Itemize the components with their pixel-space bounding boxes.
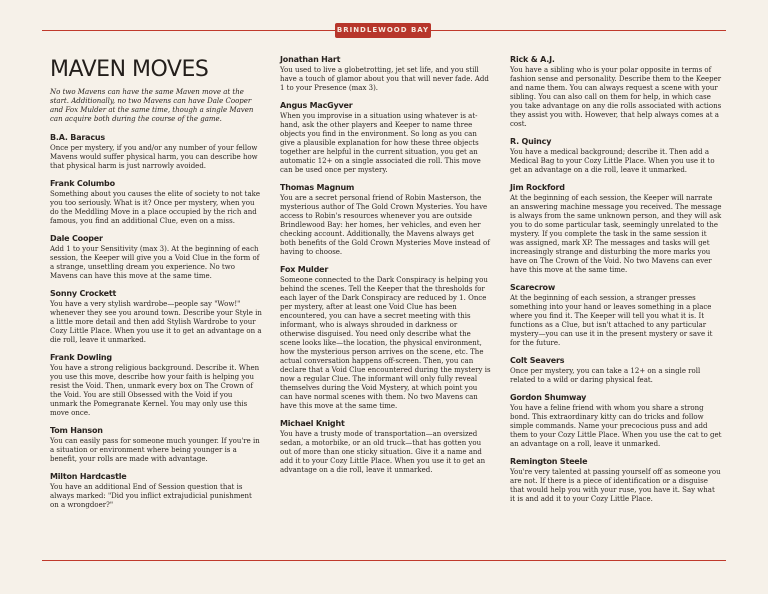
move-description: You have a very stylish wardrobe—people say "Wow!" whenever they see you around town. Describe your Style in a little more detail and then add Stylish Wardrobe to your Cozy Little Place. When you use it to get an advantage on a die roll, leave it unmarked. — [50, 300, 262, 344]
bottom-rule — [42, 560, 726, 561]
move-name: Colt Seavers — [510, 356, 565, 365]
maven-move — [50, 425, 262, 464]
move-description: Once per mystery, you can take a 12+ on a single roll related to a wild or daring physical feat. — [510, 367, 701, 384]
move-list — [510, 54, 722, 504]
move-list — [50, 132, 262, 510]
move-name: Jonathan Hart — [280, 55, 341, 64]
column-3 — [510, 54, 722, 511]
maven-move — [510, 282, 722, 348]
maven-move — [280, 182, 492, 257]
maven-move — [280, 418, 492, 475]
move-name: Tom Hanson — [50, 426, 103, 435]
move-name: Fox Mulder — [280, 265, 329, 274]
maven-move — [50, 233, 262, 281]
move-name: Frank Columbo — [50, 179, 115, 188]
maven-move — [510, 182, 722, 275]
maven-move — [50, 352, 262, 418]
move-name: Rick & A.J. — [510, 55, 555, 64]
move-name: B.A. Baracus — [50, 133, 105, 142]
column-2 — [280, 54, 492, 482]
maven-move — [50, 471, 262, 510]
move-description: You have a medical background; describe it. Then add a Medical Bag to your Cozy Little Place. When you use it to get an advantage on a die roll, leave it unmarked. — [510, 148, 715, 174]
move-description: You have a feline friend with whom you share a strong bond. This extraordinary kitty can do tricks and follow simple commands. Name your precocious puss and add them to your Cozy Little Place. When you use the cat to get an advantage on a roll, leave it unmarked. — [510, 404, 722, 448]
move-name: Milton Hardcastle — [50, 472, 127, 481]
move-list — [280, 54, 492, 475]
move-name: R. Quincy — [510, 137, 552, 146]
move-name: Remington Steele — [510, 457, 588, 466]
move-description: You are a secret personal friend of Robin Masterson, the mysterious author of The Gold Crown Mysteries. You have access to Robin's resources whenever you are outside Brindlewood Bay: her homes, her vehicles, and even her checking account. Additionally, the Mavens always get both benefits of the Gold Crown Mysteries Move instead of having to choose. — [280, 194, 490, 256]
move-description: You used to live a globetrotting, jet set life, and you still have a touch of glamor about you that will never fade. Add 1 to your Presence (max 3). — [280, 66, 489, 92]
maven-move — [510, 54, 722, 129]
move-description: Something about you causes the elite of society to not take you too seriously. What is it? Once per mystery, when you do the Meddling Move in a place occupied by the rich and famous, you find an additional Clue, even on a miss. — [50, 190, 261, 225]
move-description: Add 1 to your Sensitivity (max 3). At the beginning of each session, the Keeper will give you a Void Clue in the form of a strange, unsettling dream you experience. No two Mavens can have this move at the same time. — [50, 245, 260, 280]
maven-move — [280, 100, 492, 175]
maven-move — [50, 288, 262, 345]
move-description: You're very talented at passing yourself off as someone you are not. If there is a piece of identification or a disguise that would help you with your ruse, you have it. Say what it is and add it to your Cozy Little Place. — [510, 468, 721, 503]
maven-move — [510, 392, 722, 449]
move-description: At the beginning of each session, the Keeper will narrate an answering machine message you received. The message is always from the same unknown person, and they will ask you to do some particular task, seemingly unrelated to the mystery. If you complete the task in the same session it was assigned, mark XP. The messages and tasks will get increasingly strange and disturbing the more marks you have on The Crown of the Void. No two Mavens can ever have this move at the same time. — [510, 194, 722, 274]
move-description: You have a sibling who is your polar opposite in terms of fashion sense and personality. Describe them to the Keeper and name them. You can always request a scene with your sibling. You can also call on them for help, in which case you take advantage on any die rolls associated with actions they assist you with. However, that help always comes at a cost. — [510, 66, 722, 128]
maven-move — [50, 132, 262, 171]
page-title: MAVEN MOVES — [50, 57, 209, 82]
move-name: Sonny Crockett — [50, 289, 117, 298]
move-name: Frank Dowling — [50, 353, 112, 362]
move-description: Once per mystery, if you and/or any number of your fellow Mavens would suffer physical harm, you can describe how that physical harm is just narrowly avoided. — [50, 144, 258, 170]
maven-move — [510, 456, 722, 504]
move-description: At the beginning of each session, a stranger presses something into your hand or leaves something in a place where you find it. The Keeper will tell you what it is. It functions as a Clue, but isn't attached to any particular mystery—you can use it in the present mystery or save it for the future. — [510, 294, 713, 347]
maven-move — [510, 136, 722, 175]
move-description: Someone connected to the Dark Conspiracy is helping you behind the scenes. Tell the Keeper that the thresholds for each layer of the Dark Conspiracy are reduced by 1. Once per mystery, after at least one Void Clue has been encountered, you can have a secret meeting with this informant, who is always shrouded in darkness or otherwise disguised. You need only describe what the scene looks like—the location, the physical environment, how the mysterious person arrives on the scene, etc. The actual conversation happens off-screen. Then, you can declare that a Void Clue encountered during the mystery is now a regular Clue. The informant will only fully reveal themselves during the Void Mystery, at which point you can have normal scenes with them. No two Mavens can have this move at the same time. — [280, 276, 491, 410]
move-description: You have a strong religious background. Describe it. When you use this move, describe how your faith is helping you resist the Void. Then, unmark every box on The Crown of the Void. You are still Obsessed with the Void if you unmark the Pomegranate Kernel. You may only use this move once. — [50, 364, 260, 417]
move-name: Angus MacGyver — [280, 101, 353, 110]
move-description: You can easily pass for someone much younger. If you're in a situation or environment where being younger is a benefit, your rolls are made with advantage. — [50, 437, 260, 463]
move-name: Scarecrow — [510, 283, 556, 292]
maven-move — [280, 54, 492, 93]
intro-text: No two Mavens can have the same Maven move at the start. Additionally, no two Mavens can have Dale Cooper and Fox Mulder at the same time, though a single Maven can acquire both during the course of the game. — [50, 88, 254, 123]
move-description: When you improvise in a situation using whatever is at-hand, ask the other players and Keeper to name three objects you find in the environment. So long as you can give a plausible explanation for how these three objects together are helpful in the current situation, you get an automatic 12+ on a single associated die roll. This move can be used once per mystery. — [280, 112, 481, 174]
move-name: Gordon Shumway — [510, 393, 587, 402]
maven-move — [50, 178, 262, 226]
maven-move — [510, 355, 722, 385]
column-1 — [50, 54, 262, 517]
move-name: Thomas Magnum — [280, 183, 355, 192]
book-title-badge: BRINDLEWOOD BAY — [335, 23, 431, 38]
move-name: Dale Cooper — [50, 234, 103, 243]
maven-move — [280, 264, 492, 411]
move-name: Jim Rockford — [510, 183, 565, 192]
move-description: You have an additional End of Session question that is always marked: "Did you inflict extrajudicial punishment on a wrongdoer?" — [50, 483, 252, 509]
move-description: You have a trusty mode of transportation—an oversized sedan, a motorbike, or an old truck—that has gotten you out of more than one sticky situation. Give it a name and add it to your Cozy Little Place. When you use it to get an advantage on a die roll, leave it unmarked. — [280, 430, 486, 474]
move-name: Michael Knight — [280, 419, 345, 428]
